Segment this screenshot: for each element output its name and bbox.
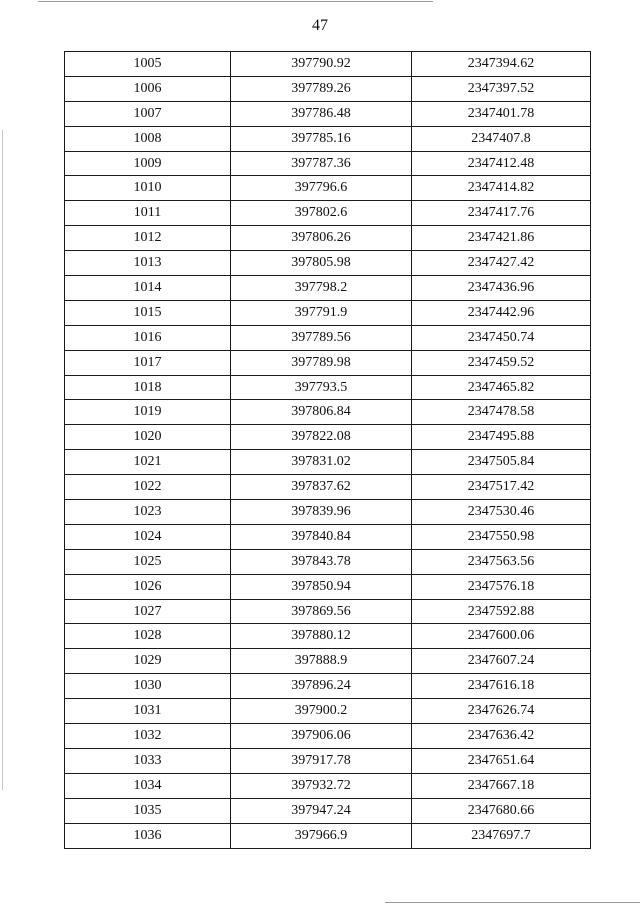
point-number-cell: 1007 bbox=[65, 101, 231, 126]
point-number-cell: 1036 bbox=[65, 823, 231, 848]
y-coordinate-cell: 2347651.64 bbox=[412, 748, 591, 773]
x-coordinate-cell: 397966.9 bbox=[231, 823, 412, 848]
y-coordinate-cell: 2347667.18 bbox=[412, 773, 591, 798]
point-number-cell: 1025 bbox=[65, 549, 231, 574]
x-coordinate-cell: 397786.48 bbox=[231, 101, 412, 126]
point-number-cell: 1033 bbox=[65, 748, 231, 773]
point-number-cell: 1031 bbox=[65, 699, 231, 724]
point-number-cell: 1035 bbox=[65, 798, 231, 823]
y-coordinate-cell: 2347417.76 bbox=[412, 201, 591, 226]
x-coordinate-cell: 397840.84 bbox=[231, 524, 412, 549]
y-coordinate-cell: 2347394.62 bbox=[412, 52, 591, 77]
table-row bbox=[65, 325, 591, 350]
x-coordinate-cell: 397806.26 bbox=[231, 226, 412, 251]
x-coordinate-cell: 397822.08 bbox=[231, 425, 412, 450]
point-number-cell: 1019 bbox=[65, 400, 231, 425]
coordinates-table-body bbox=[65, 52, 591, 849]
table-row bbox=[65, 599, 591, 624]
table-row bbox=[65, 201, 591, 226]
x-coordinate-cell: 397802.6 bbox=[231, 201, 412, 226]
table-row bbox=[65, 52, 591, 77]
y-coordinate-cell: 2347397.52 bbox=[412, 76, 591, 101]
x-coordinate-cell: 397932.72 bbox=[231, 773, 412, 798]
scan-left-edge bbox=[2, 130, 3, 790]
x-coordinate-cell: 397843.78 bbox=[231, 549, 412, 574]
table-row bbox=[65, 500, 591, 525]
table-row bbox=[65, 798, 591, 823]
y-coordinate-cell: 2347530.46 bbox=[412, 500, 591, 525]
table-row bbox=[65, 375, 591, 400]
y-coordinate-cell: 2347442.96 bbox=[412, 300, 591, 325]
y-coordinate-cell: 2347412.48 bbox=[412, 151, 591, 176]
y-coordinate-cell: 2347495.88 bbox=[412, 425, 591, 450]
y-coordinate-cell: 2347550.98 bbox=[412, 524, 591, 549]
x-coordinate-cell: 397787.36 bbox=[231, 151, 412, 176]
table-row bbox=[65, 126, 591, 151]
y-coordinate-cell: 2347576.18 bbox=[412, 574, 591, 599]
x-coordinate-cell: 397880.12 bbox=[231, 624, 412, 649]
table-row bbox=[65, 350, 591, 375]
x-coordinate-cell: 397806.84 bbox=[231, 400, 412, 425]
table-row bbox=[65, 151, 591, 176]
y-coordinate-cell: 2347401.78 bbox=[412, 101, 591, 126]
x-coordinate-cell: 397888.9 bbox=[231, 649, 412, 674]
point-number-cell: 1028 bbox=[65, 624, 231, 649]
table-row bbox=[65, 475, 591, 500]
y-coordinate-cell: 2347600.06 bbox=[412, 624, 591, 649]
y-coordinate-cell: 2347505.84 bbox=[412, 450, 591, 475]
table-row bbox=[65, 724, 591, 749]
point-number-cell: 1016 bbox=[65, 325, 231, 350]
point-number-cell: 1011 bbox=[65, 201, 231, 226]
point-number-cell: 1024 bbox=[65, 524, 231, 549]
x-coordinate-cell: 397917.78 bbox=[231, 748, 412, 773]
x-coordinate-cell: 397850.94 bbox=[231, 574, 412, 599]
y-coordinate-cell: 2347465.82 bbox=[412, 375, 591, 400]
y-coordinate-cell: 2347680.66 bbox=[412, 798, 591, 823]
point-number-cell: 1009 bbox=[65, 151, 231, 176]
x-coordinate-cell: 397869.56 bbox=[231, 599, 412, 624]
table-row bbox=[65, 176, 591, 201]
x-coordinate-cell: 397896.24 bbox=[231, 674, 412, 699]
y-coordinate-cell: 2347636.42 bbox=[412, 724, 591, 749]
y-coordinate-cell: 2347697.7 bbox=[412, 823, 591, 848]
y-coordinate-cell: 2347626.74 bbox=[412, 699, 591, 724]
table-row bbox=[65, 400, 591, 425]
x-coordinate-cell: 397789.26 bbox=[231, 76, 412, 101]
point-number-cell: 1030 bbox=[65, 674, 231, 699]
x-coordinate-cell: 397906.06 bbox=[231, 724, 412, 749]
x-coordinate-cell: 397805.98 bbox=[231, 251, 412, 276]
scan-bottom-edge bbox=[385, 902, 640, 903]
x-coordinate-cell: 397789.56 bbox=[231, 325, 412, 350]
y-coordinate-cell: 2347414.82 bbox=[412, 176, 591, 201]
table-row bbox=[65, 450, 591, 475]
y-coordinate-cell: 2347563.56 bbox=[412, 549, 591, 574]
y-coordinate-cell: 2347592.88 bbox=[412, 599, 591, 624]
x-coordinate-cell: 397831.02 bbox=[231, 450, 412, 475]
table-row bbox=[65, 276, 591, 301]
point-number-cell: 1029 bbox=[65, 649, 231, 674]
x-coordinate-cell: 397798.2 bbox=[231, 276, 412, 301]
y-coordinate-cell: 2347450.74 bbox=[412, 325, 591, 350]
scan-top-edge bbox=[38, 1, 433, 2]
table-row bbox=[65, 549, 591, 574]
y-coordinate-cell: 2347436.96 bbox=[412, 276, 591, 301]
table-row bbox=[65, 699, 591, 724]
x-coordinate-cell: 397785.16 bbox=[231, 126, 412, 151]
point-number-cell: 1010 bbox=[65, 176, 231, 201]
table-row bbox=[65, 748, 591, 773]
x-coordinate-cell: 397789.98 bbox=[231, 350, 412, 375]
x-coordinate-cell: 397947.24 bbox=[231, 798, 412, 823]
page-number: 47 bbox=[312, 17, 328, 34]
x-coordinate-cell: 397796.6 bbox=[231, 176, 412, 201]
table-row bbox=[65, 674, 591, 699]
table-row bbox=[65, 300, 591, 325]
point-number-cell: 1006 bbox=[65, 76, 231, 101]
point-number-cell: 1008 bbox=[65, 126, 231, 151]
x-coordinate-cell: 397790.92 bbox=[231, 52, 412, 77]
table-row bbox=[65, 574, 591, 599]
y-coordinate-cell: 2347616.18 bbox=[412, 674, 591, 699]
y-coordinate-cell: 2347607.24 bbox=[412, 649, 591, 674]
y-coordinate-cell: 2347517.42 bbox=[412, 475, 591, 500]
point-number-cell: 1005 bbox=[65, 52, 231, 77]
point-number-cell: 1021 bbox=[65, 450, 231, 475]
table-row bbox=[65, 76, 591, 101]
table-row bbox=[65, 773, 591, 798]
x-coordinate-cell: 397839.96 bbox=[231, 500, 412, 525]
point-number-cell: 1014 bbox=[65, 276, 231, 301]
point-number-cell: 1034 bbox=[65, 773, 231, 798]
x-coordinate-cell: 397900.2 bbox=[231, 699, 412, 724]
table-row bbox=[65, 101, 591, 126]
point-number-cell: 1015 bbox=[65, 300, 231, 325]
x-coordinate-cell: 397793.5 bbox=[231, 375, 412, 400]
x-coordinate-cell: 397791.9 bbox=[231, 300, 412, 325]
y-coordinate-cell: 2347421.86 bbox=[412, 226, 591, 251]
table-row bbox=[65, 226, 591, 251]
point-number-cell: 1017 bbox=[65, 350, 231, 375]
table-row bbox=[65, 624, 591, 649]
point-number-cell: 1032 bbox=[65, 724, 231, 749]
y-coordinate-cell: 2347459.52 bbox=[412, 350, 591, 375]
table-row bbox=[65, 425, 591, 450]
x-coordinate-cell: 397837.62 bbox=[231, 475, 412, 500]
point-number-cell: 1026 bbox=[65, 574, 231, 599]
y-coordinate-cell: 2347407.8 bbox=[412, 126, 591, 151]
point-number-cell: 1022 bbox=[65, 475, 231, 500]
y-coordinate-cell: 2347427.42 bbox=[412, 251, 591, 276]
table-row bbox=[65, 649, 591, 674]
table-row bbox=[65, 823, 591, 848]
y-coordinate-cell: 2347478.58 bbox=[412, 400, 591, 425]
point-number-cell: 1013 bbox=[65, 251, 231, 276]
table-row bbox=[65, 524, 591, 549]
table-row bbox=[65, 251, 591, 276]
coordinates-table bbox=[64, 51, 591, 849]
point-number-cell: 1027 bbox=[65, 599, 231, 624]
point-number-cell: 1020 bbox=[65, 425, 231, 450]
point-number-cell: 1018 bbox=[65, 375, 231, 400]
point-number-cell: 1023 bbox=[65, 500, 231, 525]
point-number-cell: 1012 bbox=[65, 226, 231, 251]
